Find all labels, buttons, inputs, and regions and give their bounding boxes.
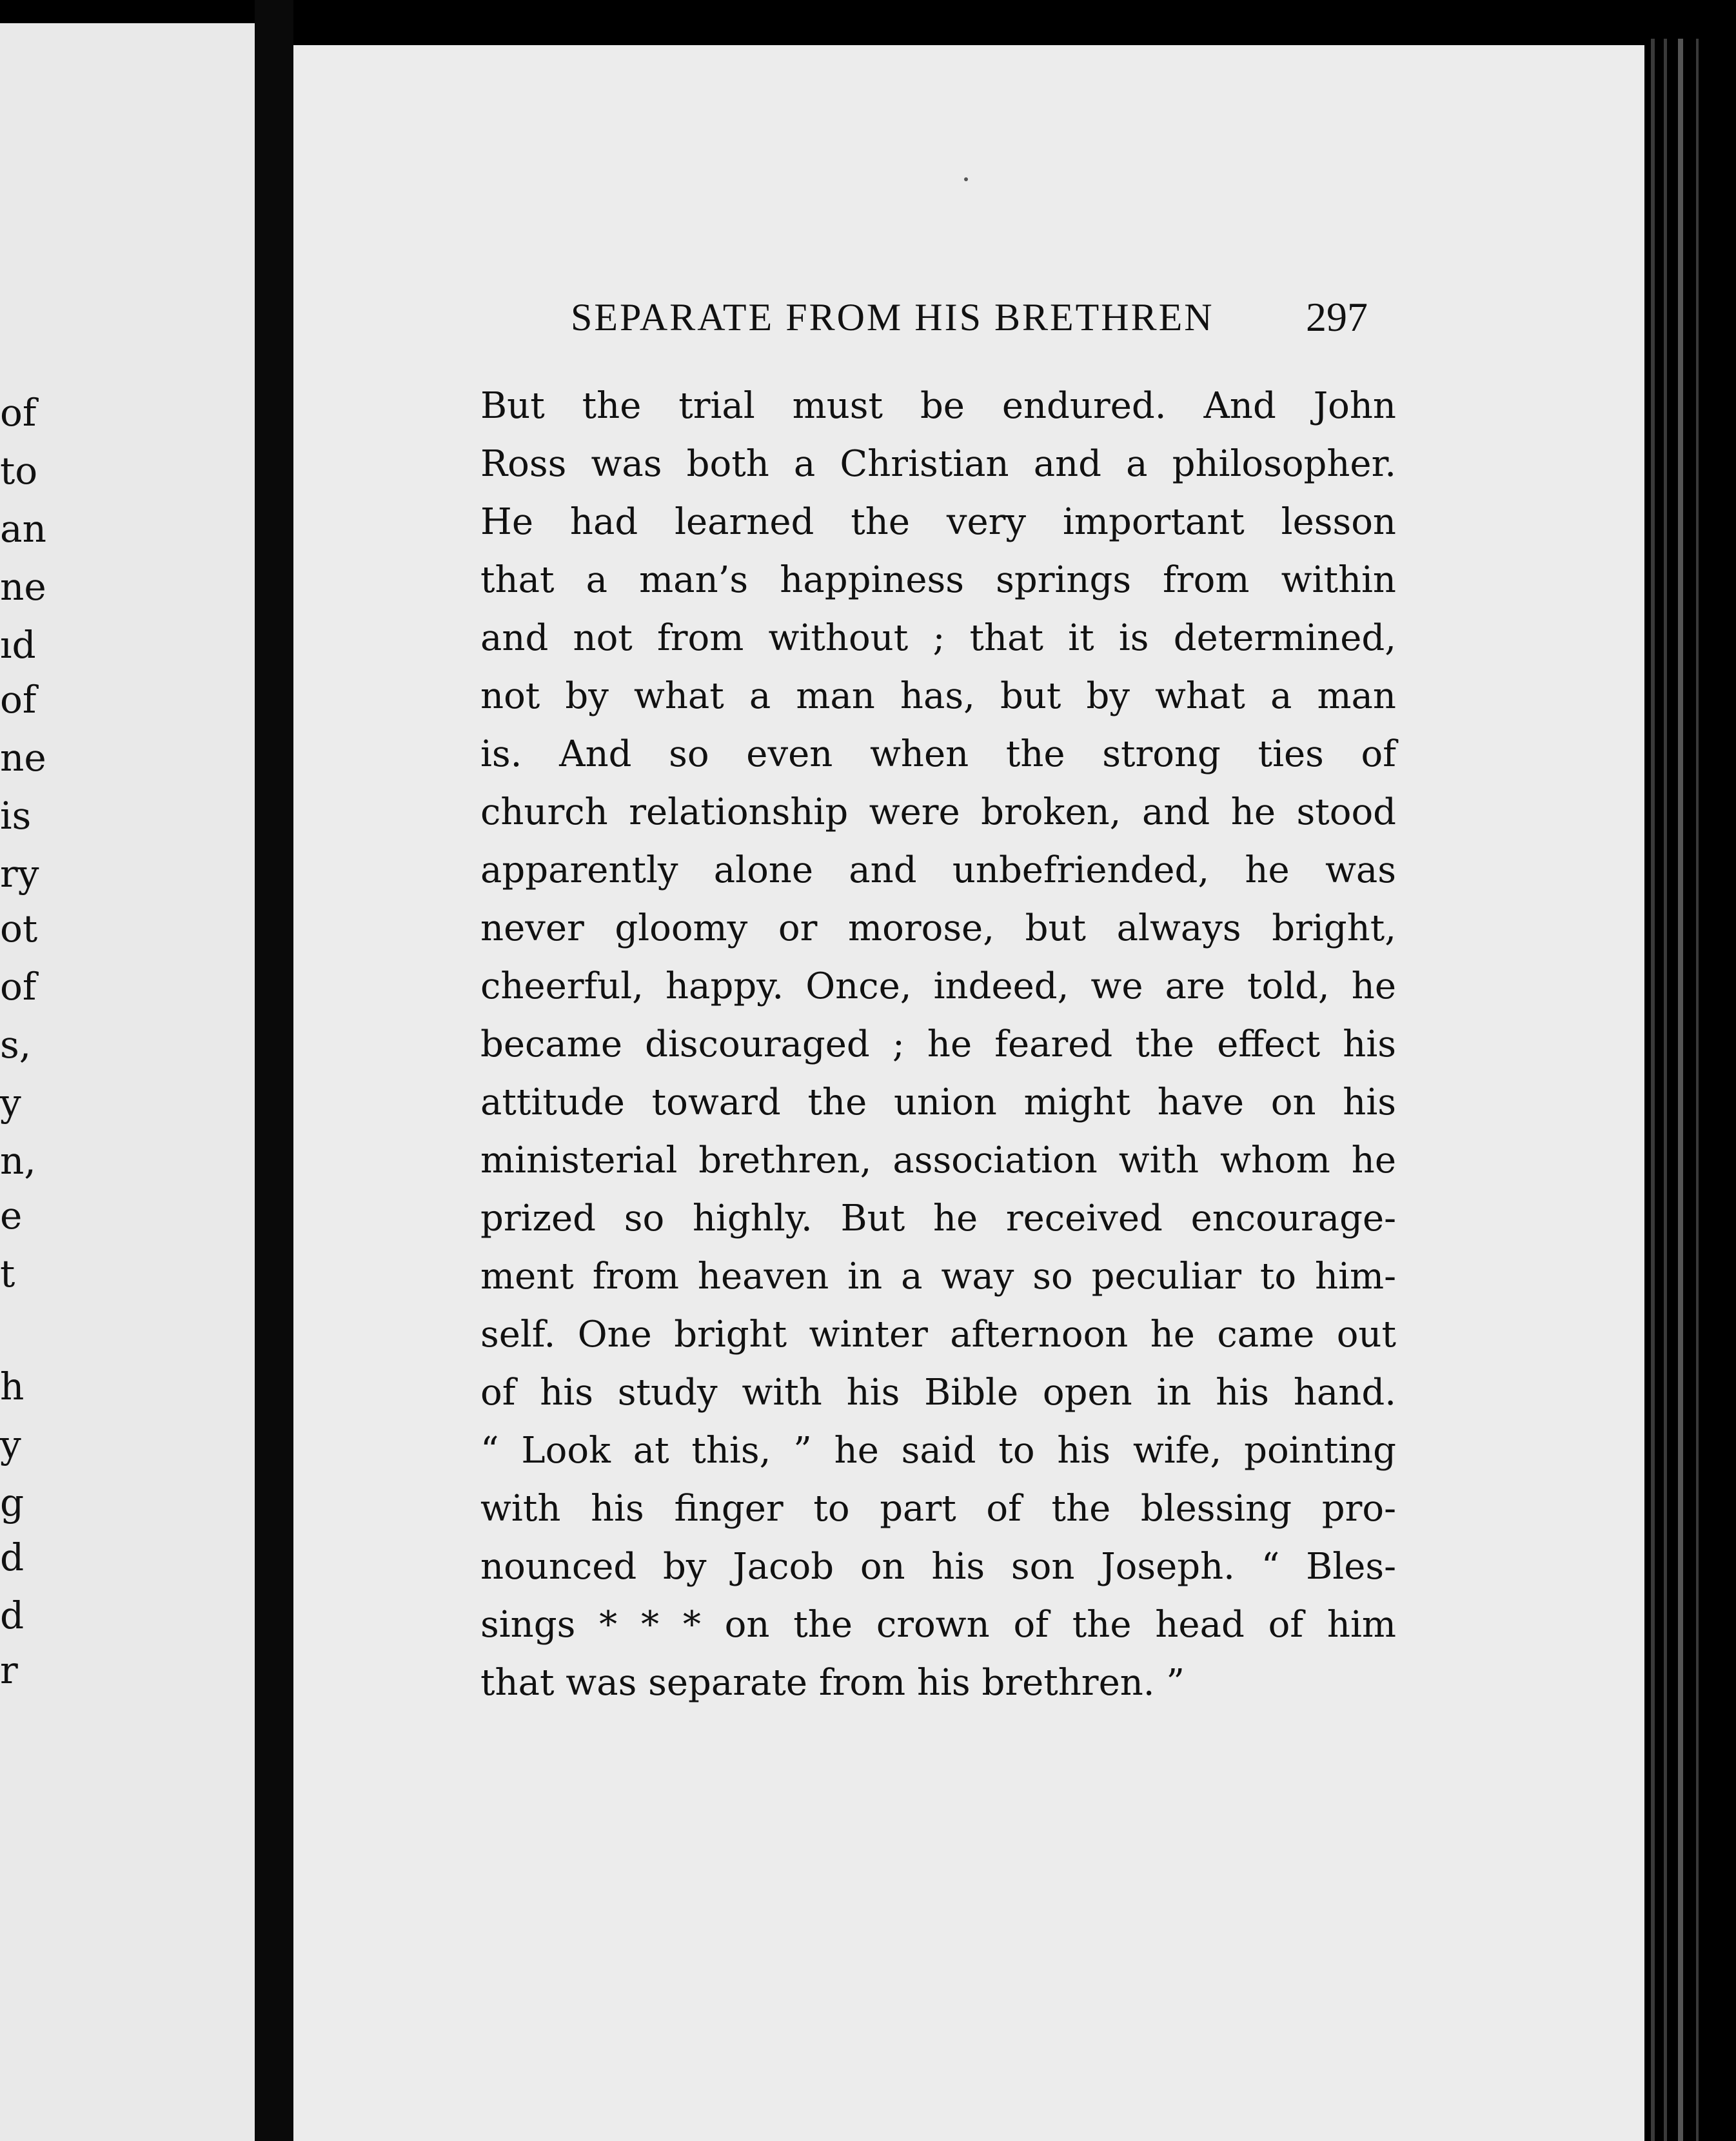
text-line: apparently alone and unbefriended, he was	[480, 849, 1396, 891]
left-page-word: d	[0, 1535, 25, 1579]
left-page-word: g	[0, 1481, 25, 1524]
left-page-word: an	[0, 507, 46, 551]
text-line: is. And so even when the strong ties of	[480, 733, 1396, 775]
page-edge-line	[1651, 39, 1655, 2141]
text-line: that was separate from his brethren. ”	[480, 1662, 1185, 1704]
ink-speck	[964, 177, 968, 181]
text-line: attitude toward the union might have on his	[480, 1081, 1396, 1123]
left-page-word: of	[0, 391, 37, 435]
page-number: 297	[1306, 294, 1368, 340]
text-line: church relationship were broken, and he stood	[480, 791, 1396, 833]
text-line: sings * * * on the crown of the head of him	[480, 1604, 1396, 1646]
text-line: self. One bright winter afternoon he came out	[480, 1314, 1396, 1356]
body-text	[480, 377, 1396, 1712]
left-page-word: e	[0, 1194, 23, 1238]
left-page-word: of	[0, 965, 37, 1009]
text-line: never gloomy or morose, but always bright,	[480, 907, 1396, 949]
text-line: not by what a man has, but by what a man	[480, 675, 1396, 717]
book-gutter	[255, 0, 293, 2141]
text-line: ministerial brethren, association with whom he	[480, 1140, 1396, 1181]
text-line: But the trial must be endured. And John	[480, 385, 1396, 427]
text-line: cheerful, happy. Once, indeed, we are told, he	[480, 965, 1396, 1007]
page-edge-line	[1678, 39, 1683, 2141]
text-line: He had learned the very important lesson	[480, 501, 1396, 543]
left-page-words	[0, 23, 255, 2141]
left-page-word: ot	[0, 907, 38, 951]
text-line: of his study with his Bible open in his hand.	[480, 1372, 1396, 1414]
text-line: Ross was both a Christian and a philosopher.	[480, 443, 1396, 485]
text-line: prized so highly. But he received encourage-	[480, 1198, 1396, 1239]
right-page	[293, 45, 1644, 2141]
left-page-fragment	[0, 23, 255, 2141]
left-page-word: ry	[0, 852, 39, 896]
text-line: ment from heaven in a way so peculiar to him-	[480, 1256, 1396, 1297]
left-page-word: r	[0, 1648, 18, 1692]
left-page-word: of	[0, 678, 37, 722]
page-edges	[1644, 39, 1736, 2141]
page-edge-line	[1664, 39, 1667, 2141]
left-page-word: to	[0, 449, 38, 493]
left-page-word: is	[0, 794, 32, 838]
text-line: nounced by Jacob on his son Joseph. “ Bles-	[480, 1546, 1396, 1588]
left-page-word: s,	[0, 1023, 32, 1067]
left-page-word: ne	[0, 565, 46, 609]
left-page-word: n,	[0, 1139, 36, 1183]
text-line: “ Look at this, ” he said to his wife, pointing	[480, 1430, 1396, 1472]
left-page-word: ne	[0, 736, 46, 780]
running-head: SEPARATE FROM HIS BRETHREN	[571, 296, 1214, 339]
text-line: with his finger to part of the blessing pro-	[480, 1488, 1396, 1530]
page-edge-line	[1696, 39, 1699, 2141]
text-line: became discouraged ; he feared the effect his	[480, 1023, 1396, 1065]
text-line: that a man’s happiness springs from within	[480, 559, 1396, 601]
left-page-word: d	[0, 1593, 25, 1637]
text-line: and not from without ; that it is determined,	[480, 617, 1396, 659]
left-page-word: y	[0, 1081, 21, 1125]
left-page-word: t	[0, 1252, 15, 1296]
left-page-word: h	[0, 1365, 25, 1408]
left-page-word: ıd	[0, 623, 36, 667]
left-page-word: y	[0, 1423, 21, 1466]
